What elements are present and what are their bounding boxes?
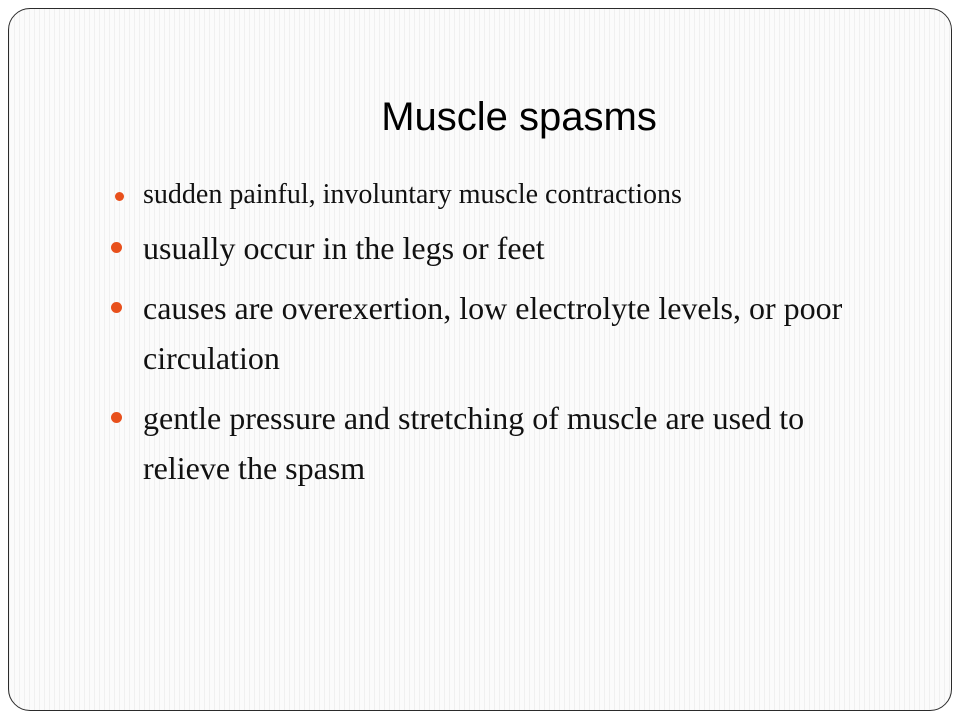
- bullet-dot-icon: [111, 412, 122, 423]
- bullet-item: [105, 393, 875, 493]
- bullet-item: [105, 223, 875, 273]
- bullet-list: [105, 171, 875, 503]
- slide-title: Muscle spasms: [381, 95, 657, 139]
- bullet-dot-icon: [111, 302, 122, 313]
- bullet-dot-icon: [115, 192, 124, 201]
- slide: [8, 8, 952, 711]
- bullet-text: gentle pressure and stretching of muscle are used to relieve the spasm: [143, 400, 805, 486]
- bullet-item: [105, 283, 875, 383]
- bullet-text: usually occur in the legs or feet: [143, 230, 545, 266]
- bullet-dot-icon: [111, 242, 122, 253]
- bullet-text: causes are overexertion, low electrolyte levels, or poor circulation: [143, 290, 843, 376]
- bullet-text: sudden painful, involuntary muscle contractions: [143, 179, 682, 210]
- bullet-item: [105, 171, 875, 219]
